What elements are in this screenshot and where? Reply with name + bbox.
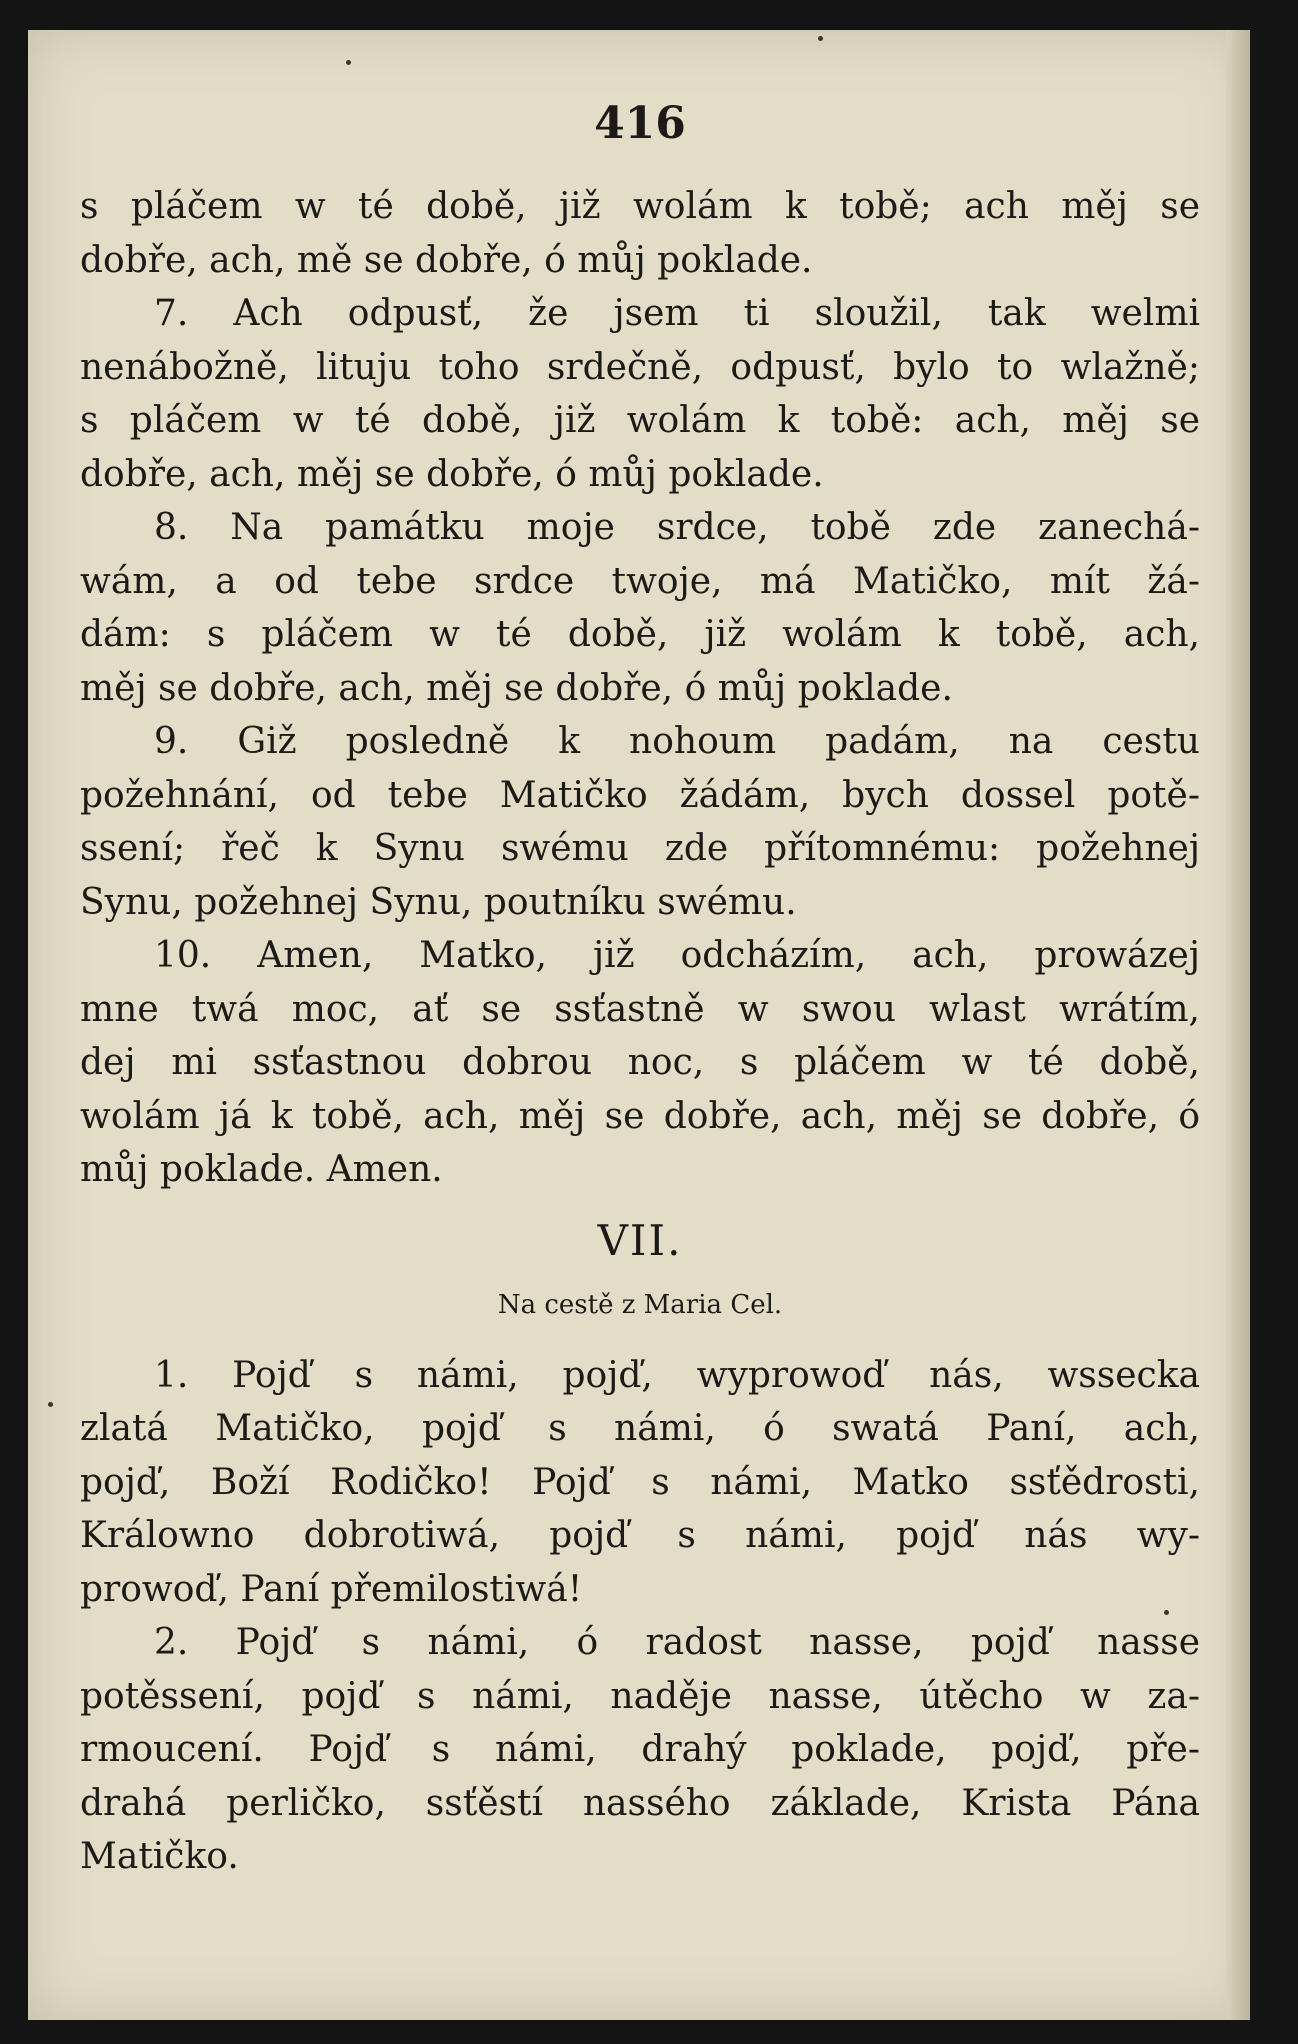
text-line: můj poklade. Amen. bbox=[80, 1149, 443, 1190]
text-line: požehnání, od tebe Matičko žádám, bych dossel potě- bbox=[80, 774, 1200, 816]
verse-paragraph bbox=[80, 1616, 1200, 1884]
verse-paragraph bbox=[80, 715, 1200, 929]
verse-paragraph bbox=[80, 1349, 1200, 1617]
speck bbox=[48, 1402, 53, 1407]
page-number: 416 bbox=[594, 98, 686, 149]
verses-top bbox=[80, 180, 1200, 1197]
text-line: 7. Ach odpusť, že jsem ti sloužil, tak welmi bbox=[154, 293, 1200, 334]
verse-paragraph bbox=[80, 180, 1200, 287]
section-subtitle: Na cestě z Maria Cel. bbox=[497, 1289, 783, 1320]
text-line: mne twá moc, ať se ssťastně w swou wlast wrátím, bbox=[80, 988, 1200, 1030]
book-page bbox=[28, 30, 1250, 2020]
verse-paragraph bbox=[80, 929, 1200, 1197]
text-line: dobře, ach, měj se dobře, ó můj poklade. bbox=[80, 453, 824, 495]
text-line: dej mi ssťastnou dobrou noc, s pláčem w té době, bbox=[80, 1042, 1200, 1083]
verse-paragraph bbox=[80, 501, 1200, 715]
text-line: 1. Pojď s námi, pojď, wyprowoď nás, wssecka bbox=[154, 1354, 1200, 1396]
text-line: 2. Pojď s námi, ó radost nasse, pojď nasse bbox=[154, 1622, 1200, 1663]
verse-paragraph bbox=[80, 287, 1200, 501]
text-line: dobře, ach, mě se dobře, ó můj poklade. bbox=[80, 239, 813, 281]
verses-bottom bbox=[80, 1349, 1200, 1884]
text-line: rmoucení. Pojď s námi, drahý poklade, pojď, pře- bbox=[80, 1729, 1200, 1770]
text-line: Synu, požehnej Synu, poutníku swému. bbox=[80, 881, 797, 923]
text-line: drahá perličko, ssťěstí nassého základe, Krista Pána bbox=[80, 1782, 1200, 1824]
text-line: wolám já k tobě, ach, měj se dobře, ach, měj se dobře, ó bbox=[80, 1095, 1200, 1137]
text-line: ssení; řeč k Synu swému zde přítomnému: požehnej bbox=[80, 828, 1200, 869]
speck bbox=[346, 60, 351, 65]
text-line: s pláčem w té době, již wolám k tobě; ach měj se bbox=[80, 186, 1200, 227]
page-edge bbox=[1226, 30, 1250, 2020]
text-line: zlatá Matičko, pojď s námi, ó swatá Paní, ach, bbox=[80, 1408, 1200, 1449]
text-line: s pláčem w té době, již wolám k tobě: ach, měj se bbox=[80, 400, 1200, 441]
text-line: 9. Giž posledně k nohoum padám, na cestu bbox=[154, 721, 1200, 762]
text-line: 10. Amen, Matko, již odcházím, ach, prowázej bbox=[154, 935, 1200, 976]
text-block bbox=[80, 94, 1200, 1884]
text-line: Králowno dobrotiwá, pojď s námi, pojď nás wy- bbox=[80, 1515, 1200, 1556]
text-line: nenábožně, lituju toho srdečně, odpusť, bylo to wlažně; bbox=[80, 346, 1200, 388]
text-line: pojď, Boží Rodičko! Pojď s námi, Matko ssťědrosti, bbox=[80, 1461, 1200, 1503]
text-line: wám, a od tebe srdce twoje, má Matičko, mít žá- bbox=[80, 560, 1200, 602]
text-line: měj se dobře, ach, měj se dobře, ó můj poklade. bbox=[80, 667, 953, 709]
text-line: Matičko. bbox=[80, 1836, 239, 1877]
text-line: 8. Na památku moje srdce, tobě zde zanechá- bbox=[154, 507, 1200, 548]
text-line: potěssení, pojď s námi, naděje nasse, útěcho w za- bbox=[80, 1675, 1200, 1717]
speck bbox=[818, 36, 823, 41]
section-heading: VII. bbox=[597, 1215, 683, 1265]
text-line: prowoď, Paní přemilostiwá! bbox=[80, 1568, 583, 1610]
text-line: dám: s pláčem w té době, již wolám k tobě, ach, bbox=[80, 614, 1200, 655]
